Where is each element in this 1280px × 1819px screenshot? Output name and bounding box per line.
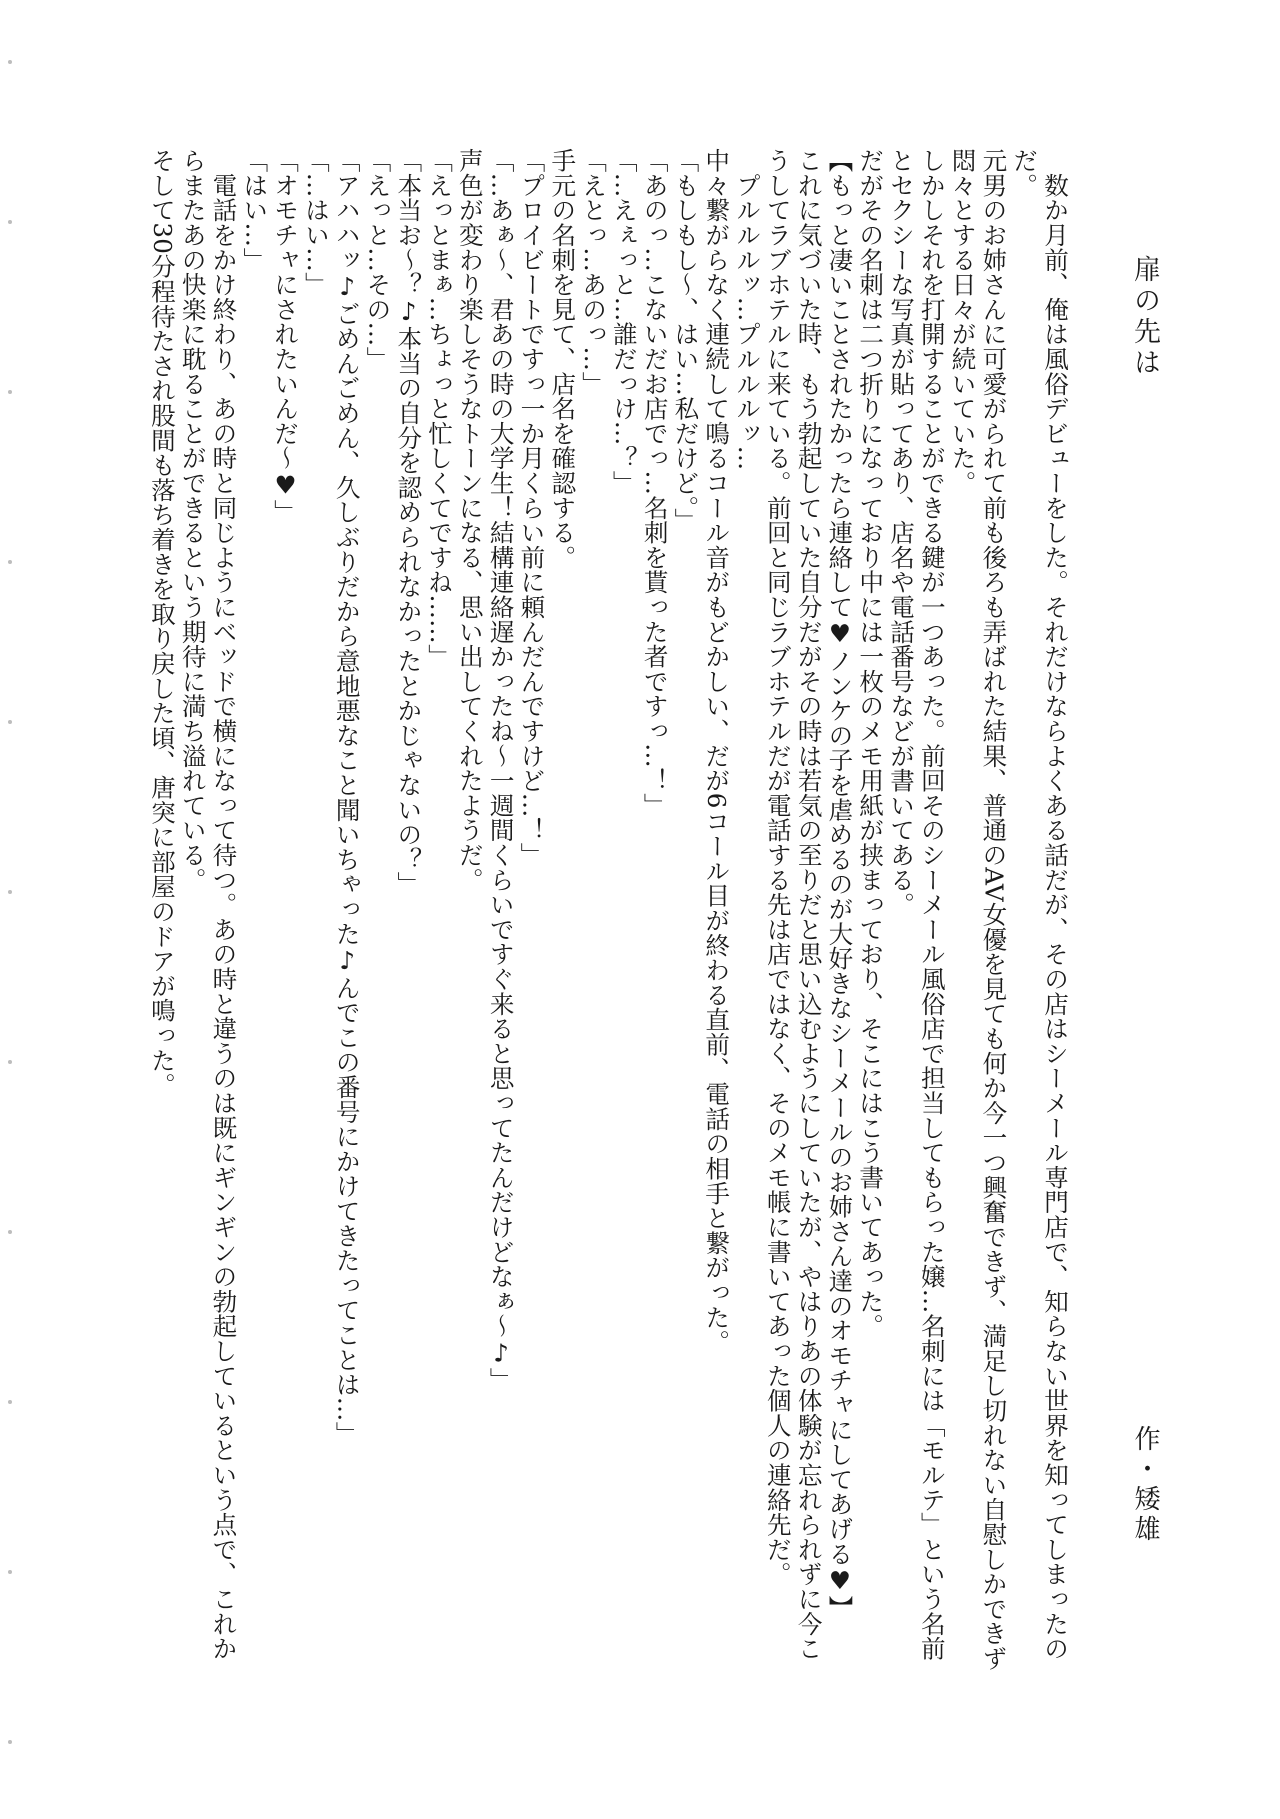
text-paragraph: 「…はい…」 bbox=[301, 148, 331, 297]
text-paragraph: 「えとっ…あのっ…」 bbox=[579, 148, 609, 396]
text-paragraph: 元男のお姉さんに可愛がられて前も後ろも弄ばれた結果、普通のAV女優を見ても何か今一つ興奮できず、満足し切れない自慰しかできず悶々とする日々が続いていた。 bbox=[948, 148, 1009, 1671]
text-paragraph: 「オモチャにされたいんだ～♥」 bbox=[271, 148, 301, 525]
text-paragraph: 電話をかけ終わり、あの時と同じようにベッドで横になって待つ。あの時と違うのは既にギンギンの勃起しているという点で、これからまたあの快楽に耽ることができるという期待に満ち溢れている。 bbox=[178, 148, 239, 1661]
text-paragraph: 中々繋がらなく連続して鳴るコール音がもどかしい、だが6コール目が終わる直前、電話の相手と繋がった。 bbox=[702, 148, 732, 1355]
text-paragraph: プルルルッ…プルルルッ… bbox=[733, 148, 763, 471]
text-paragraph: 「プロイビートですっ一か月くらい前に頼んだんですけど…！」 bbox=[517, 148, 547, 868]
story-title: 扉の先は bbox=[1129, 255, 1160, 379]
binding-holes bbox=[6, 60, 18, 1760]
text-paragraph: 「もしもし～、はい…私だけど。」 bbox=[671, 148, 701, 533]
text-paragraph: 手元の名刺を見て、店名を確認する。 bbox=[548, 148, 578, 570]
text-paragraph: 【もっと凄いことされたかったら連絡して♥ノンケの子を虐めるのが大好きなシーメールのお姉さん達のオモチャにしてあげる♥】 bbox=[825, 148, 855, 1620]
text-paragraph: 「…えぇっと…誰だっけ…？」 bbox=[609, 148, 639, 496]
text-paragraph: 「…あぁ～、君あの時の大学生！結構連絡遅かったね～一週間くらいですぐ来ると思ってたんだけどなぁ～♪」 bbox=[486, 148, 516, 1393]
text-paragraph: 声色が変わり楽しそうなトーンになる、思い出してくれたようだ。 bbox=[455, 148, 485, 892]
text-paragraph: 「アハハッ♪ごめんごめん、久しぶりだから意地悪なこと聞いちゃった♪んでこの番号にかけてきたってことは…」 bbox=[332, 148, 362, 1447]
text-paragraph: 数か月前、俺は風俗デビューをした。それだけならよくある話だが、その店はシーメール専門店で、知らない世界を知ってしまったのだ。 bbox=[1010, 148, 1070, 1661]
author-credit: 作・矮雄 bbox=[1130, 1425, 1160, 1545]
text-paragraph: 「えっと…その…」 bbox=[363, 148, 393, 372]
text-paragraph: そして30分程待たされ股間も落ち着きを取り戻した頃、唐突に部屋のドアが鳴った。 bbox=[147, 148, 177, 1098]
text-paragraph: しかしそれを打開することができる鍵が一つあった。前回そのシーメール風俗店で担当してもらった嬢…名刺には「モルテ」という名前とセクシーな写真が貼ってあり、店名や電話番号などが書いてある。 bbox=[887, 148, 947, 1661]
text-paragraph: 「あのっ…こないだお店でっ…名刺を貰った者ですっ…！」 bbox=[640, 148, 670, 818]
text-paragraph: 「はい…」 bbox=[240, 148, 270, 272]
text-paragraph: これに気づいた時、もう勃起していた自分だがその時は若気の至りだと思い込むようにしていたが、やはりあの体験が忘れられずに今こうしてラブホテルに来ている。前回と同じラブホテルだが電話する先は店ではなく、そのメモ帳に書いてあった個人の連絡先だ。 bbox=[763, 148, 824, 1661]
text-paragraph: だがその名刺は二つ折りになっており中には一枚のメモ用紙が挟まっており、そこにはこう書いてあった。 bbox=[856, 148, 886, 1339]
text-paragraph: 「本当お～？♪本当の自分を認められなかったとかじゃないの？」 bbox=[394, 148, 424, 897]
text-paragraph: 「えっとまぁ…ちょっと忙しくてですね……」 bbox=[425, 148, 455, 669]
story-body bbox=[146, 148, 1070, 1678]
